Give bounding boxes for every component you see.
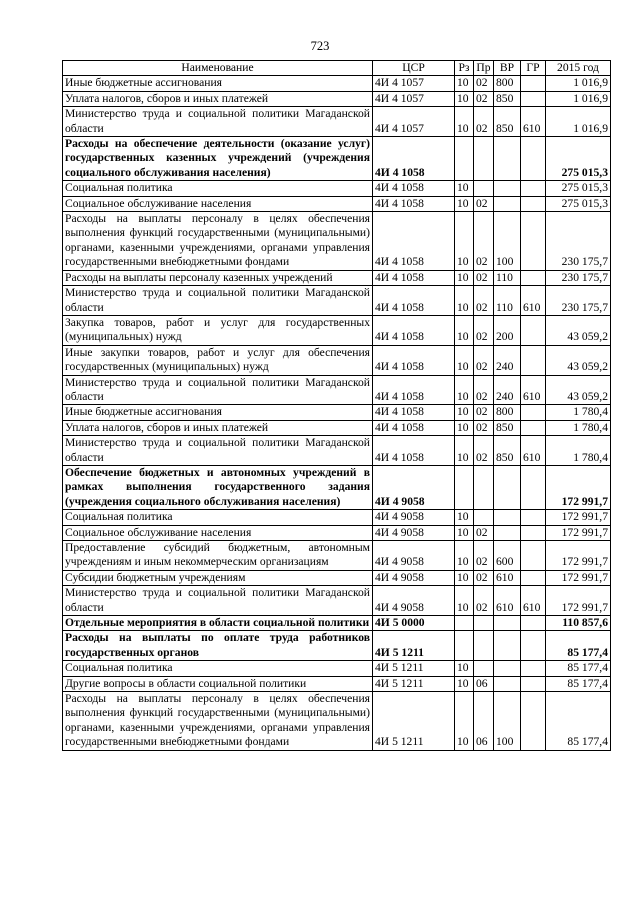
row-name-cell: Иные бюджетные ассигнования — [63, 405, 373, 420]
table-row — [63, 510, 611, 525]
row-gr-cell — [521, 465, 546, 509]
row-gr-cell — [521, 345, 546, 375]
table-row — [63, 616, 611, 631]
row-amount-cell: 43 059,2 — [546, 315, 611, 345]
table-row — [63, 525, 611, 540]
row-rz-cell — [455, 465, 474, 509]
header-rz: Рз — [455, 61, 474, 76]
row-amount-cell: 85 177,4 — [546, 692, 611, 751]
header-gr: ГР — [521, 61, 546, 76]
row-pr-cell: 02 — [474, 196, 494, 211]
row-rz-cell: 10 — [455, 405, 474, 420]
row-name-cell: Министерство труда и социальной политики Магаданской области — [63, 586, 373, 616]
row-pr-cell: 02 — [474, 286, 494, 316]
row-rz-cell: 10 — [455, 107, 474, 137]
table-row — [63, 676, 611, 691]
row-vr-cell: 610 — [494, 570, 521, 585]
row-vr-cell — [494, 196, 521, 211]
row-gr-cell — [521, 270, 546, 285]
row-pr-cell: 02 — [474, 420, 494, 435]
row-csr-cell: 4И 5 1211 — [373, 692, 455, 751]
row-gr-cell — [521, 616, 546, 631]
row-pr-cell: 02 — [474, 91, 494, 106]
row-name-cell: Субсидии бюджетным учреждениям — [63, 570, 373, 585]
row-rz-cell: 10 — [455, 315, 474, 345]
row-amount-cell: 172 991,7 — [546, 570, 611, 585]
row-pr-cell: 06 — [474, 692, 494, 751]
table-row — [63, 420, 611, 435]
table-row — [63, 436, 611, 466]
row-vr-cell — [494, 510, 521, 525]
row-csr-cell: 4И 4 9058 — [373, 570, 455, 585]
row-pr-cell: 02 — [474, 76, 494, 91]
row-rz-cell — [455, 137, 474, 181]
row-amount-cell: 275 015,3 — [546, 137, 611, 181]
row-gr-cell — [521, 525, 546, 540]
row-amount-cell: 172 991,7 — [546, 525, 611, 540]
row-amount-cell: 172 991,7 — [546, 510, 611, 525]
row-name-cell: Отдельные мероприятия в области социальной политики — [63, 616, 373, 631]
row-vr-cell: 800 — [494, 76, 521, 91]
row-csr-cell: 4И 4 1058 — [373, 375, 455, 405]
row-vr-cell: 100 — [494, 692, 521, 751]
row-gr-cell — [521, 510, 546, 525]
header-csr: ЦСР — [373, 61, 455, 76]
row-name-cell: Закупка товаров, работ и услуг для государственных (муниципальных) нужд — [63, 315, 373, 345]
row-pr-cell: 02 — [474, 270, 494, 285]
row-rz-cell: 10 — [455, 420, 474, 435]
row-amount-cell: 85 177,4 — [546, 661, 611, 676]
row-pr-cell: 02 — [474, 405, 494, 420]
row-pr-cell: 02 — [474, 541, 494, 571]
row-rz-cell: 10 — [455, 212, 474, 271]
row-rz-cell: 10 — [455, 525, 474, 540]
row-rz-cell: 10 — [455, 661, 474, 676]
table-row — [63, 692, 611, 751]
row-vr-cell: 110 — [494, 270, 521, 285]
row-name-cell: Социальная политика — [63, 661, 373, 676]
row-rz-cell — [455, 631, 474, 661]
row-name-cell: Расходы на выплаты персоналу в целях обеспечения выполнения функций государственными (муниципальными) органами, казенными учреждениями, органами управления государственными внебюджетными фондами — [63, 212, 373, 271]
table-row — [63, 181, 611, 196]
row-csr-cell: 4И 4 1057 — [373, 107, 455, 137]
row-rz-cell: 10 — [455, 76, 474, 91]
row-gr-cell — [521, 91, 546, 106]
row-csr-cell: 4И 4 9058 — [373, 465, 455, 509]
row-gr-cell — [521, 315, 546, 345]
row-name-cell: Социальное обслуживание населения — [63, 525, 373, 540]
row-amount-cell: 1 016,9 — [546, 107, 611, 137]
row-amount-cell: 1 780,4 — [546, 436, 611, 466]
row-vr-cell — [494, 616, 521, 631]
row-pr-cell: 02 — [474, 345, 494, 375]
row-vr-cell — [494, 137, 521, 181]
row-gr-cell — [521, 76, 546, 91]
row-amount-cell: 43 059,2 — [546, 375, 611, 405]
row-name-cell: Расходы на обеспечение деятельности (оказание услуг) государственных казенных учреждений (учреждения социального обслуживания населения) — [63, 137, 373, 181]
row-gr-cell: 610 — [521, 375, 546, 405]
row-pr-cell: 02 — [474, 107, 494, 137]
row-name-cell: Расходы на выплаты персоналу в целях обеспечения выполнения функций государственными (муниципальными) органами, казенными учреждениями, органами управления государственными внебюджетными фондами — [63, 692, 373, 751]
row-csr-cell: 4И 5 1211 — [373, 631, 455, 661]
row-vr-cell: 110 — [494, 286, 521, 316]
row-rz-cell: 10 — [455, 345, 474, 375]
row-vr-cell — [494, 465, 521, 509]
row-csr-cell: 4И 4 9058 — [373, 541, 455, 571]
table-row — [63, 405, 611, 420]
row-pr-cell: 02 — [474, 570, 494, 585]
table-row — [63, 541, 611, 571]
row-gr-cell: 610 — [521, 586, 546, 616]
row-pr-cell — [474, 616, 494, 631]
row-name-cell: Иные закупки товаров, работ и услуг для обеспечения государственных (муниципальных) нужд — [63, 345, 373, 375]
row-rz-cell: 10 — [455, 286, 474, 316]
row-amount-cell: 85 177,4 — [546, 676, 611, 691]
row-pr-cell — [474, 465, 494, 509]
table-row — [63, 570, 611, 585]
row-pr-cell: 06 — [474, 676, 494, 691]
row-csr-cell: 4И 4 1058 — [373, 196, 455, 211]
row-pr-cell: 02 — [474, 525, 494, 540]
row-amount-cell: 1 016,9 — [546, 91, 611, 106]
row-rz-cell: 10 — [455, 436, 474, 466]
header-vr: ВР — [494, 61, 521, 76]
row-amount-cell: 110 857,6 — [546, 616, 611, 631]
row-name-cell: Министерство труда и социальной политики Магаданской области — [63, 436, 373, 466]
row-vr-cell — [494, 676, 521, 691]
row-csr-cell: 4И 4 9058 — [373, 525, 455, 540]
row-name-cell: Министерство труда и социальной политики Магаданской области — [63, 107, 373, 137]
row-csr-cell: 4И 4 1058 — [373, 212, 455, 271]
table-row — [63, 345, 611, 375]
row-rz-cell: 10 — [455, 586, 474, 616]
table-row — [63, 196, 611, 211]
row-vr-cell — [494, 631, 521, 661]
row-pr-cell: 02 — [474, 212, 494, 271]
row-vr-cell: 240 — [494, 375, 521, 405]
table-row — [63, 91, 611, 106]
row-name-cell: Иные бюджетные ассигнования — [63, 76, 373, 91]
row-vr-cell: 200 — [494, 315, 521, 345]
row-gr-cell — [521, 137, 546, 181]
table-row — [63, 137, 611, 181]
page-number: 723 — [310, 39, 330, 53]
table-row — [63, 270, 611, 285]
row-name-cell: Министерство труда и социальной политики Магаданской области — [63, 286, 373, 316]
row-csr-cell: 4И 4 1058 — [373, 270, 455, 285]
row-gr-cell — [521, 196, 546, 211]
row-rz-cell: 10 — [455, 570, 474, 585]
row-amount-cell: 230 175,7 — [546, 212, 611, 271]
row-rz-cell: 10 — [455, 196, 474, 211]
row-rz-cell: 10 — [455, 541, 474, 571]
row-vr-cell: 600 — [494, 541, 521, 571]
table-row — [63, 212, 611, 271]
row-csr-cell: 4И 5 1211 — [373, 676, 455, 691]
row-name-cell: Уплата налогов, сборов и иных платежей — [63, 91, 373, 106]
row-vr-cell: 100 — [494, 212, 521, 271]
row-gr-cell — [521, 181, 546, 196]
row-csr-cell: 4И 4 1058 — [373, 405, 455, 420]
row-csr-cell: 4И 5 1211 — [373, 661, 455, 676]
row-vr-cell — [494, 661, 521, 676]
row-pr-cell — [474, 510, 494, 525]
row-amount-cell: 275 015,3 — [546, 196, 611, 211]
row-pr-cell: 02 — [474, 315, 494, 345]
row-rz-cell: 10 — [455, 510, 474, 525]
table-row — [63, 315, 611, 345]
row-vr-cell: 850 — [494, 436, 521, 466]
table-row — [63, 465, 611, 509]
row-csr-cell: 4И 4 1058 — [373, 137, 455, 181]
row-pr-cell — [474, 181, 494, 196]
row-csr-cell: 4И 4 1058 — [373, 345, 455, 375]
row-csr-cell: 4И 5 0000 — [373, 616, 455, 631]
row-gr-cell — [521, 692, 546, 751]
row-name-cell: Обеспечение бюджетных и автономных учреждений в рамках выполнения государственного задания (учреждения социального обслуживания населения) — [63, 465, 373, 509]
row-amount-cell: 1 016,9 — [546, 76, 611, 91]
table-row — [63, 76, 611, 91]
header-amount: 2015 год — [546, 61, 611, 76]
table-header-row — [63, 61, 611, 76]
row-gr-cell — [521, 661, 546, 676]
row-csr-cell: 4И 4 1058 — [373, 286, 455, 316]
row-name-cell: Расходы на выплаты по оплате труда работников государственных органов — [63, 631, 373, 661]
row-amount-cell: 172 991,7 — [546, 541, 611, 571]
table-row — [63, 286, 611, 316]
row-name-cell: Министерство труда и социальной политики Магаданской области — [63, 375, 373, 405]
header-name: Наименование — [63, 61, 373, 76]
row-amount-cell: 1 780,4 — [546, 405, 611, 420]
row-vr-cell: 610 — [494, 586, 521, 616]
row-name-cell: Уплата налогов, сборов и иных платежей — [63, 420, 373, 435]
row-name-cell: Другие вопросы в области социальной политики — [63, 676, 373, 691]
table-row — [63, 586, 611, 616]
row-pr-cell — [474, 137, 494, 181]
row-pr-cell: 02 — [474, 436, 494, 466]
row-vr-cell — [494, 181, 521, 196]
row-csr-cell: 4И 4 9058 — [373, 586, 455, 616]
row-gr-cell — [521, 212, 546, 271]
row-csr-cell: 4И 4 9058 — [373, 510, 455, 525]
row-pr-cell — [474, 631, 494, 661]
row-vr-cell: 850 — [494, 107, 521, 137]
row-name-cell: Расходы на выплаты персоналу казенных учреждений — [63, 270, 373, 285]
table-row — [63, 375, 611, 405]
row-vr-cell: 850 — [494, 91, 521, 106]
row-gr-cell — [521, 541, 546, 571]
row-pr-cell: 02 — [474, 375, 494, 405]
row-name-cell: Социальная политика — [63, 510, 373, 525]
row-vr-cell: 850 — [494, 420, 521, 435]
table-row — [63, 631, 611, 661]
row-rz-cell: 10 — [455, 181, 474, 196]
row-gr-cell: 610 — [521, 286, 546, 316]
row-csr-cell: 4И 4 1058 — [373, 181, 455, 196]
row-gr-cell: 610 — [521, 107, 546, 137]
row-csr-cell: 4И 4 1058 — [373, 420, 455, 435]
row-gr-cell — [521, 405, 546, 420]
row-rz-cell: 10 — [455, 91, 474, 106]
row-amount-cell: 85 177,4 — [546, 631, 611, 661]
row-rz-cell: 10 — [455, 692, 474, 751]
row-name-cell: Социальная политика — [63, 181, 373, 196]
row-csr-cell: 4И 4 1058 — [373, 315, 455, 345]
row-amount-cell: 172 991,7 — [546, 586, 611, 616]
row-pr-cell: 02 — [474, 586, 494, 616]
row-vr-cell: 240 — [494, 345, 521, 375]
row-vr-cell — [494, 525, 521, 540]
row-amount-cell: 172 991,7 — [546, 465, 611, 509]
row-vr-cell: 800 — [494, 405, 521, 420]
budget-table — [62, 60, 611, 751]
table-row — [63, 107, 611, 137]
row-name-cell: Социальное обслуживание населения — [63, 196, 373, 211]
header-pr: Пр — [474, 61, 494, 76]
row-csr-cell: 4И 4 1057 — [373, 76, 455, 91]
row-rz-cell: 10 — [455, 375, 474, 405]
row-name-cell: Предоставление субсидий бюджетным, автономным учреждениям и иным некоммерческим организациям — [63, 541, 373, 571]
row-amount-cell: 1 780,4 — [546, 420, 611, 435]
row-gr-cell — [521, 676, 546, 691]
table-row — [63, 661, 611, 676]
row-gr-cell — [521, 570, 546, 585]
row-amount-cell: 275 015,3 — [546, 181, 611, 196]
row-rz-cell: 10 — [455, 270, 474, 285]
row-amount-cell: 230 175,7 — [546, 286, 611, 316]
row-gr-cell — [521, 631, 546, 661]
row-csr-cell: 4И 4 1058 — [373, 436, 455, 466]
row-amount-cell: 230 175,7 — [546, 270, 611, 285]
row-pr-cell — [474, 661, 494, 676]
row-amount-cell: 43 059,2 — [546, 345, 611, 375]
row-csr-cell: 4И 4 1057 — [373, 91, 455, 106]
row-gr-cell — [521, 420, 546, 435]
row-rz-cell: 10 — [455, 676, 474, 691]
row-gr-cell: 610 — [521, 436, 546, 466]
row-rz-cell — [455, 616, 474, 631]
